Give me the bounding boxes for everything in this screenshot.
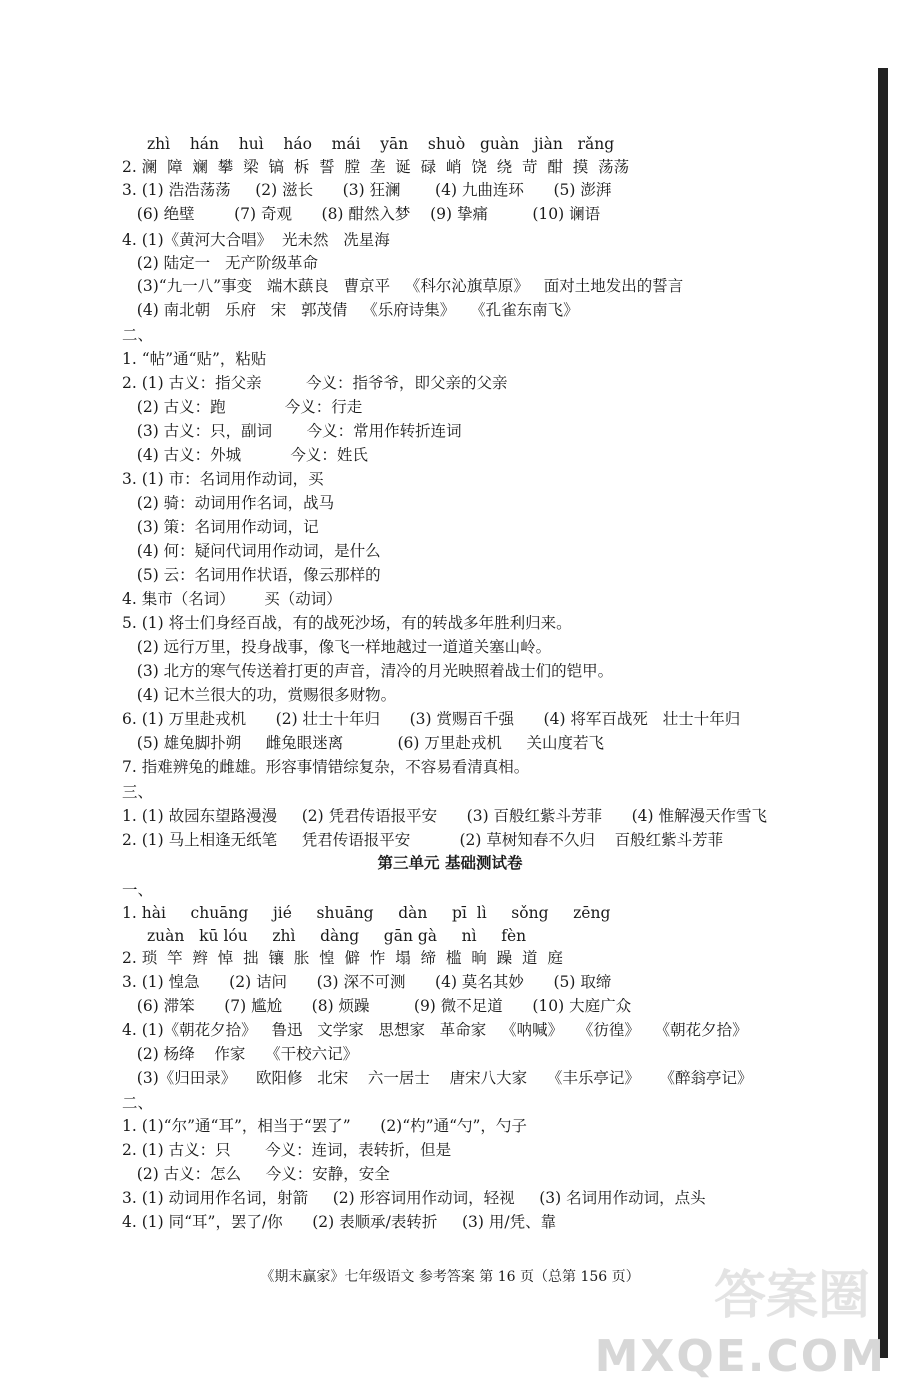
answer-line: 4. (1) 同“耳”，罢了/你 (2) 表顺承/表转折 (3) 用/凭、靠 [122, 1213, 557, 1231]
answer-line: (6) 滞笨 (7) 尴尬 (8) 烦躁 (9) 微不足道 (10) 大庭广众 [122, 997, 632, 1015]
answer-line: 3. (1) 惶急 (2) 诘问 (3) 深不可测 (4) 莫名其妙 (5) 取缔 [122, 973, 612, 991]
answer-line: (2) 远行万里，投身战事，像飞一样地越过一道道关塞山岭。 [122, 638, 552, 656]
page-footer: 《期末赢家》七年级语文 参考答案 第 16 页（总第 156 页） [260, 1269, 640, 1285]
answer-line: 2. 琐 竿 辫 悼 拙 镶 胀 惶 僻 怍 塌 缔 槛 晌 躁 道 庭 [122, 949, 563, 967]
answer-line: 3. (1) 浩浩荡荡 (2) 滋长 (3) 狂澜 (4) 九曲连环 (5) 澎湃 [122, 181, 612, 199]
answer-line: 1. (1)“尔”通“耳”，相当于“罢了” (2)“杓”通“勺”，勺子 [122, 1117, 527, 1135]
answer-line: (3)“九一八”事变 端木蕻良 曹京平 《科尔沁旗草原》 面对土地发出的誓言 [122, 277, 684, 295]
answer-line: 二、 [122, 326, 154, 344]
answer-line: (5) 雄兔脚扑朔 雌兔眼迷离 (6) 万里赴戎机 关山度若飞 [122, 734, 605, 752]
answer-line: (2) 古义：跑 今义：行走 [122, 398, 363, 416]
answer-line: (5) 云：名词用作状语，像云那样的 [122, 566, 381, 584]
answer-line: (4) 古义：外城 今义：姓氏 [122, 446, 368, 464]
answer-line: 1. “帖”通“贴”，粘贴 [122, 350, 267, 368]
answer-line: 2. (1) 马上相逢无纸笔 凭君传语报平安 (2) 草树知春不久归 百般红紫斗芳菲 [122, 831, 724, 849]
answer-line: 2. 澜 障 斓 攀 梁 镐 柝 誓 膛 垄 诞 碌 峭 饶 绕 苛 酣 摸 荡荡 [122, 158, 630, 176]
answer-line: 三、 [122, 783, 154, 801]
answer-line: 5. (1) 将士们身经百战，有的战死沙场，有的转战多年胜利归来。 [122, 614, 572, 632]
answer-line: 2. (1) 古义：指父亲 今义：指爷爷，即父亲的父亲 [122, 374, 508, 392]
answer-line: (2) 骑：动词用作名词，战马 [122, 494, 335, 512]
watermark-logo: 答案圈 [713, 1266, 870, 1326]
answer-line: (2) 陆定一 无产阶级革命 [122, 254, 318, 272]
answer-line: 一、 [122, 881, 154, 899]
answer-line: (4) 南北朝 乐府 宋 郭茂倩 《乐府诗集》 《孔雀东南飞》 [122, 301, 579, 319]
answer-line: (4) 记木兰很大的功，赏赐很多财物。 [122, 686, 397, 704]
answer-line: 3. (1) 动词用作名词，射箭 (2) 形容词用作动词，轻视 (3) 名词用作动词，点头 [122, 1189, 706, 1207]
answer-line: 7. 指难辨兔的雌雄。形容事情错综复杂，不容易看清真相。 [122, 758, 530, 776]
answer-line: 4. 集市（名词） 买（动词） [122, 590, 342, 608]
answer-line: zhì hán huì háo mái yān shuò guàn jiàn rǎng [147, 135, 615, 153]
answer-line: (6) 绝壁 (7) 奇观 (8) 酣然入梦 (9) 挚痛 (10) 谰语 [122, 205, 601, 223]
answer-line: (3) 北方的寒气传送着打更的声音，清冷的月光映照着战士们的铠甲。 [122, 662, 614, 680]
unit-title: 第三单元 基础测试卷 [377, 853, 523, 872]
answer-line: 1. hài chuāng jié shuāng dàn pī lì sǒng zēng [122, 904, 611, 922]
page-edge-bar [878, 68, 888, 1358]
answer-line: (2) 杨绛 作家 《干校六记》 [122, 1045, 359, 1063]
answer-line: zuàn kū lóu zhì dàng gān gà nì fèn [147, 927, 527, 945]
answer-line: 6. (1) 万里赴戎机 (2) 壮士十年归 (3) 赏赐百千强 (4) 将军百战死 壮士十年归 [122, 710, 741, 728]
answer-line: 1. (1) 故园东望路漫漫 (2) 凭君传语报平安 (3) 百般红紫斗芳菲 (4) 惟解漫天作雪飞 [122, 807, 768, 825]
answer-line: 3. (1) 市：名词用作动词，买 [122, 470, 324, 488]
answer-line: (3) 策：名词用作动词，记 [122, 518, 319, 536]
answer-line: 2. (1) 古义：只 今义：连词，表转折，但是 [122, 1141, 452, 1159]
answer-line: 4. (1)《朝花夕拾》 鲁迅 文学家 思想家 革命家 《呐喊》 《彷徨》 《朝花夕拾》 [122, 1021, 748, 1039]
answer-line: (3) 古义：只，副词 今义：常用作转折连词 [122, 422, 462, 440]
answer-line: 4. (1)《黄河大合唱》 光未然 冼星海 [122, 231, 390, 249]
answer-line: (2) 古义：怎么 今义：安静，安全 [122, 1165, 390, 1183]
answer-line: 二、 [122, 1094, 154, 1112]
answer-line: (4) 何：疑问代词用作动词，是什么 [122, 542, 381, 560]
watermark-url: MXQE.COM [594, 1331, 886, 1382]
answer-line: (3)《归田录》 欧阳修 北宋 六一居士 唐宋八大家 《丰乐亭记》 《醉翁亭记》 [122, 1069, 753, 1087]
